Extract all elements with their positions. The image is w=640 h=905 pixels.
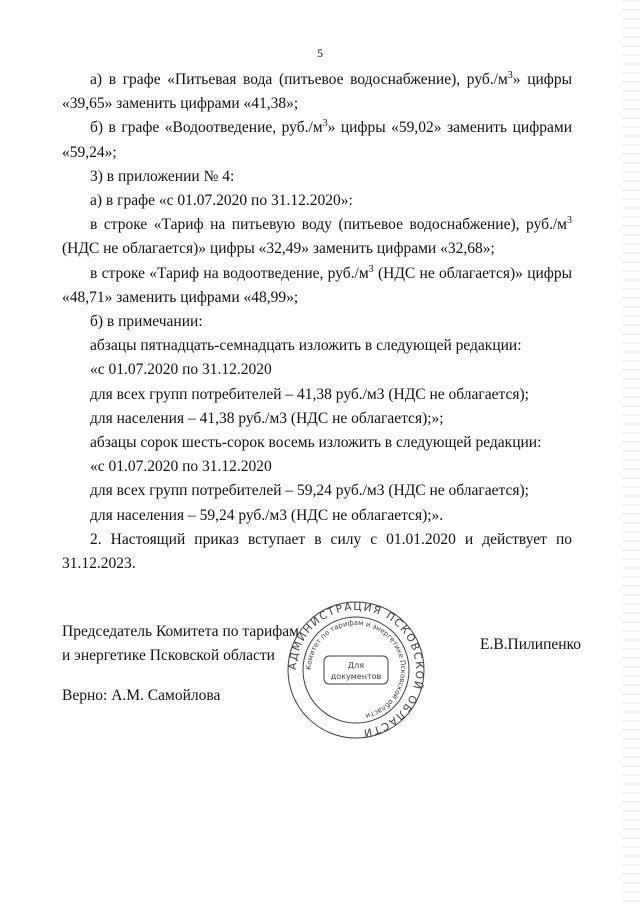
- stamp-center-line-1: Для: [347, 661, 365, 670]
- paragraph: [62, 116, 572, 164]
- text-run: » цифры «39,65» заменить цифрами «41,38»;: [62, 71, 572, 113]
- text-run: б) в графе «Водоотведение, руб./м: [90, 119, 323, 137]
- text-run: в строке «Тариф на водоотведение, руб./м: [90, 264, 369, 282]
- signature-title-line-1: Председатель Комитета по тарифам: [62, 623, 299, 640]
- text-run: абзацы пятнадцать-семнадцать изложить в следующей редакции:: [90, 337, 522, 355]
- text-run: » цифры «59,02» заменить цифрами «59,24»;: [62, 119, 572, 161]
- text-run: (НДС не облагается)» цифры «48,71» заменить цифрами «48,99»;: [62, 264, 572, 306]
- text-run: «с 01.07.2020 по 31.12.2020: [90, 458, 272, 476]
- scan-edge-artifact: [622, 0, 640, 905]
- page-number: 5: [317, 46, 323, 60]
- stamp-center-line-2: документов: [330, 672, 382, 681]
- paragraph: [62, 262, 572, 310]
- superscript: 3: [368, 263, 374, 275]
- text-run: (НДС не облагается)» цифры «32,49» заменить цифрами «32,68»;: [62, 240, 495, 258]
- paragraph: [62, 310, 572, 334]
- paragraph: [62, 431, 572, 455]
- superscript: 3: [507, 70, 513, 81]
- paragraph: [62, 528, 572, 576]
- paragraph: [62, 334, 572, 358]
- paragraph: [62, 455, 572, 479]
- paragraph: [62, 407, 572, 431]
- signature-title: [62, 620, 299, 668]
- paragraph: [62, 504, 572, 528]
- text-run: б) в примечании:: [90, 313, 203, 331]
- text-run: «с 01.07.2020 по 31.12.2020: [90, 361, 272, 379]
- superscript: 3: [567, 215, 572, 227]
- superscript: 3: [322, 118, 328, 130]
- signer-name: Е.В.Пилипенко: [480, 636, 582, 653]
- text-run: а) в графе «Питьевая вода (питьевое водоснабжение), руб./м: [90, 71, 508, 88]
- text-run: абзацы сорок шесть-сорок восемь изложить в следующей редакции:: [90, 434, 542, 452]
- paragraph: [62, 358, 572, 382]
- stamp-inner-text: Комитет по тарифам и энергетике Псковской области: [304, 618, 408, 720]
- certified-by: Верно: А.М. Самойлова: [62, 687, 221, 704]
- stamp-outer-text: АДМИНИСТРАЦИЯ ПСКОВСКОЙ ОБЛАСТИ: [286, 600, 426, 739]
- text-run: 3) в приложении № 4:: [90, 167, 235, 185]
- text-run: для всех групп потребителей – 41,38 руб./м3 (НДС не облагается);: [90, 385, 529, 403]
- paragraph: [62, 479, 572, 503]
- text-run: для всех групп потребителей – 59,24 руб./м3 (НДС не облагается);: [90, 482, 529, 500]
- paragraph: [62, 165, 572, 189]
- paragraph: [62, 68, 572, 116]
- text-run: в строке «Тариф на питьевую воду (питьевое водоснабжение), руб./м: [90, 216, 567, 234]
- document-body: [62, 68, 572, 576]
- text-run: для населения – 41,38 руб./м3 (НДС не облагается);»;: [90, 409, 444, 427]
- paragraph: [62, 383, 572, 407]
- signature-title-line-2: и энергетике Псковской области: [62, 647, 275, 664]
- text-run: а) в графе «с 01.07.2020 по 31.12.2020»:: [90, 192, 353, 210]
- official-stamp: [286, 600, 426, 740]
- text-run: 2. Настоящий приказ вступает в силу с 01.01.2020 и действует по 31.12.2023.: [62, 530, 572, 573]
- text-run: для населения – 59,24 руб./м3 (НДС не облагается);».: [90, 506, 444, 524]
- paragraph: [62, 189, 572, 213]
- paragraph: [62, 213, 572, 261]
